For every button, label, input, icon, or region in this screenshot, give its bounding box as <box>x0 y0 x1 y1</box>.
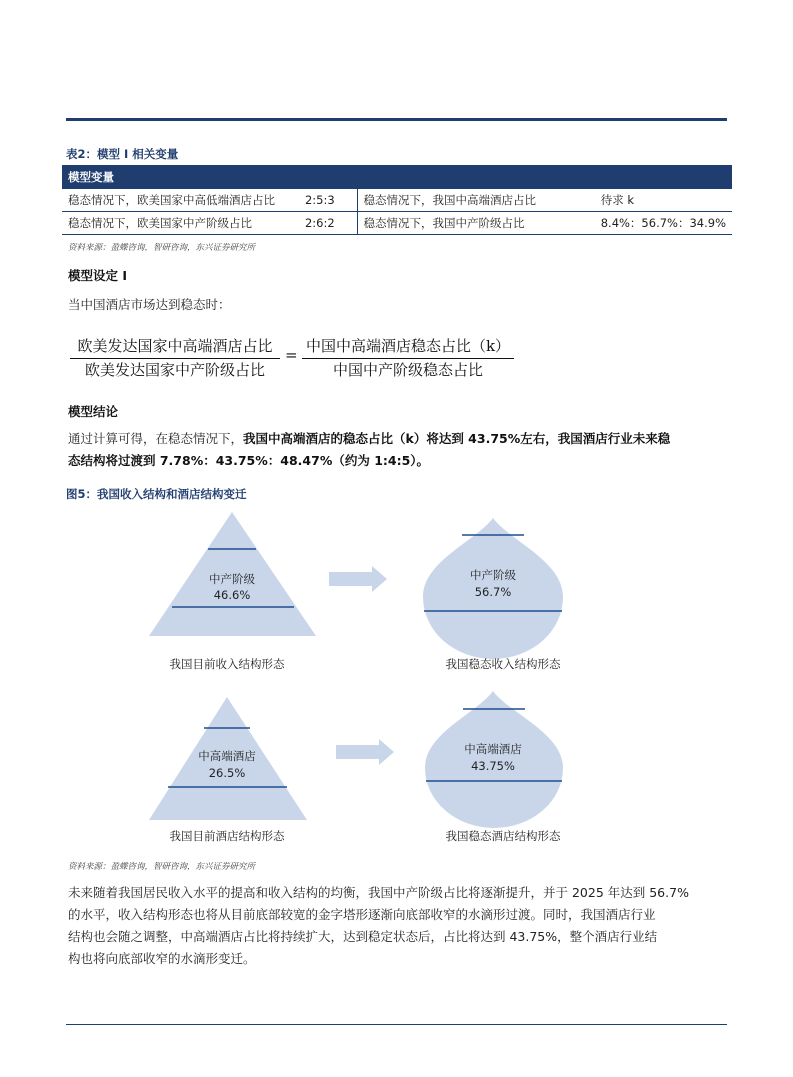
conclusion-bold-1: 我国中高端酒店的稳态占比（k）将达到 43.75%左右，我国酒店行业未来稳 <box>243 431 671 446</box>
setup-heading: 模型设定 I <box>68 268 128 283</box>
table-cell: 稳态情况下，欧美国家中产阶级占比 <box>62 212 299 235</box>
setup-text: 当中国酒店市场达到稳态时： <box>68 297 231 312</box>
top-left-value: 46.6% <box>213 588 251 602</box>
bottom-rule <box>66 1024 727 1025</box>
top-left-caption: 我国目前收入结构形态 <box>169 657 285 671</box>
bottom-left-value: 26.5% <box>208 766 246 780</box>
top-right-caption: 我国稳态收入结构形态 <box>445 657 561 671</box>
table-cell: 待求 k <box>595 189 732 212</box>
table-cell: 稳态情况下，我国中高端酒店占比 <box>357 189 595 212</box>
conclusion-plain: 通过计算可得，在稳态情况下， <box>68 431 244 446</box>
bottom-right-value: 43.75% <box>471 759 515 773</box>
table-row <box>62 189 732 212</box>
formula-left-numerator: 欧美发达国家中高端酒店占比 <box>77 337 273 355</box>
table-cell: 稳态情况下，欧美国家中高低端酒店占比 <box>62 189 299 212</box>
figure-caption: 图5：我国收入结构和酒店结构变迁 <box>66 487 247 501</box>
table-cell: 8.4%：56.7%：34.9% <box>595 212 732 235</box>
summary-line-2: 的水平，收入结构形态也将从目前底部较宽的金字塔形逐渐向底部收窄的水滴形过渡。同时，我国酒店行业 <box>68 907 656 922</box>
conclusion-heading: 模型结论 <box>68 404 119 419</box>
bottom-left-label: 中高端酒店 <box>198 749 256 763</box>
table-cell: 稳态情况下，我国中产阶级占比 <box>357 212 595 235</box>
formula-equals: = <box>285 346 298 364</box>
arrow-right-icon <box>336 739 394 765</box>
figure-source: 资料来源：盈蝶咨询，智研咨询，东兴证券研究所 <box>68 862 256 872</box>
bottom-right-label: 中高端酒店 <box>464 742 522 756</box>
conclusion-bold-2: 态结构将过渡到 7.78%：43.75%：48.47%（约为 1:4:5）。 <box>68 453 430 468</box>
table-caption: 表2：模型 I 相关变量 <box>66 147 179 161</box>
formula-right-denominator: 中国中产阶级稳态占比 <box>332 361 483 379</box>
arrow-right-icon <box>329 566 387 592</box>
variables-table <box>62 165 732 235</box>
table-header: 模型变量 <box>62 165 732 189</box>
table-row <box>62 212 732 235</box>
top-right-value: 56.7% <box>474 585 512 599</box>
bottom-right-caption: 我国稳态酒店结构形态 <box>445 829 561 843</box>
formula-left-denominator: 欧美发达国家中产阶级占比 <box>84 361 265 379</box>
table-cell: 2:5:3 <box>299 189 357 212</box>
conclusion-line-1 <box>68 428 733 450</box>
table-cell: 2:6:2 <box>299 212 357 235</box>
summary-line-3: 结构也会随之调整，中高端酒店占比将持续扩大，达到稳定状态后，占比将达到 43.75%，整个酒店行业结 <box>68 929 658 944</box>
top-rule <box>66 118 727 121</box>
formula-right-numerator: 中国中高端酒店稳态占比（k） <box>305 337 511 355</box>
table-header-row <box>62 165 732 189</box>
structure-diagram <box>0 505 793 845</box>
top-right-label: 中产阶级 <box>470 568 516 582</box>
bottom-left-caption: 我国目前酒店结构形态 <box>169 829 285 843</box>
table-source: 资料来源：盈蝶咨询，智研咨询，东兴证券研究所 <box>68 243 256 253</box>
summary-line-1: 未来随着我国居民收入水平的提高和收入结构的均衡，我国中产阶级占比将逐渐提升，并于 2025 年达到 56.7% <box>68 885 689 900</box>
top-left-label: 中产阶级 <box>209 572 255 586</box>
summary-line-4: 构也将向底部收窄的水滴形变迁。 <box>68 951 256 966</box>
